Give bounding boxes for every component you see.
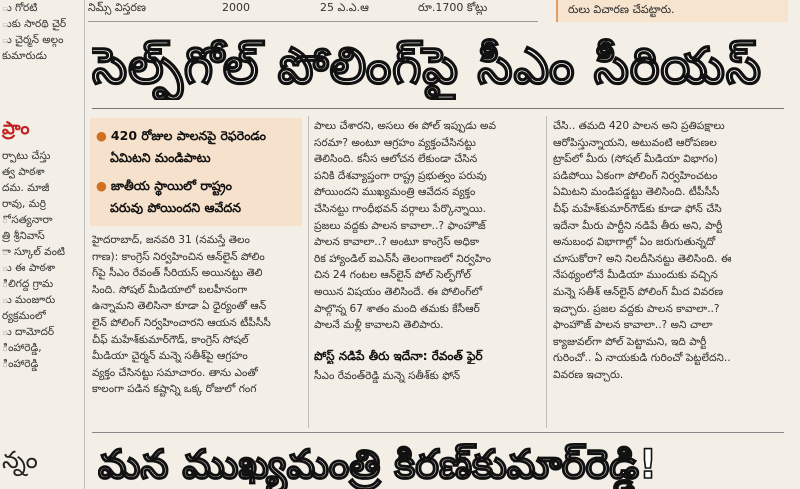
body-line: ఉన్నామని తెలిసినా కూడా ఏ ధైర్యంతో ఆన్ (92, 300, 267, 313)
body-line: అయిన విషయం తెలిసిందే. ఈ పోలింగ్‌లో (314, 285, 483, 298)
highlight-line: 420 రోజుల పాలనపై రెఫరెండం (110, 128, 266, 143)
highlight-item (96, 176, 232, 196)
bottom-divider (92, 432, 784, 433)
top-table-strip (88, 0, 538, 22)
body-line: రిక హ్యాండిల్ ఐఎన్‌సీ తెలంగాణలో నిర్వహిం (314, 252, 491, 265)
left-line: ుకు సారథి చైర్ (2, 18, 67, 30)
article-column-3 (553, 118, 785, 384)
body-line: వ్యక్తం చేసినట్టు సమాచారం. తాను ఎంతో (92, 366, 258, 379)
table-rule (88, 21, 538, 22)
left-body-line: ు ఈ పాఠశా (2, 262, 56, 274)
left-body-line: త్రి శ్రీనివాస్ (2, 230, 45, 242)
left-body-line: ు దామోదర్ (2, 326, 55, 338)
left-body-line: ా స్కూల్ వంటి (2, 246, 66, 258)
left-body-line: ు మంజూరు (2, 294, 56, 306)
body-line: పడిపోయి ఏకంగా పోలింగ్ నిర్వహించటం (553, 169, 718, 182)
body-line: ట్రాప్‌లో మీరు (సోషల్ మీడియా విభాగం) (553, 153, 718, 166)
body-line: చేసి.. తమది 420 పాలన అని ప్రతిపక్షాలు (553, 120, 725, 132)
body-line: ప్రజలు వద్దకు పాలన కావాలా..? ఫాంహౌజ్ (314, 219, 486, 232)
left-line: కుమారుడు (2, 50, 47, 62)
body-line: క్యాజువల్‌గా పోల్ పెట్టామని, ఇది పార్టీ (553, 335, 707, 348)
table-cell: రూ.1700 కోట్లు (418, 1, 488, 14)
next-article-headline: మన ముఖ్యమంత్రి కిరణ్‌కుమార్‌రెడ్డి! (98, 442, 658, 488)
body-line: చూసుకోరా? అని నిలదీసినట్టు తెలిసింది. ఈ (553, 252, 732, 265)
body-line: మన్నె సతీశ్ ఆన్‌లైన్ పోలింగ్ మీద వివరణ (553, 285, 724, 298)
body-line: తెలిసింది. కనీస ఆలోచన లేకుండా చేసిన (314, 153, 478, 166)
left-body-line: ో సత్యనారా (2, 214, 53, 226)
body-line: గ్‌పై సీఎం రేవంత్ సీరియస్ అయినట్టు తెలి (92, 267, 263, 280)
left-line: ు గోరటి (2, 2, 38, 14)
left-body-line: త్వ పాఠశా (2, 166, 45, 178)
main-headline: సెల్ఫ్‌గోల్ పోలింగ్‌పై సీఎం సీరియస్ (92, 37, 762, 95)
body-line: చీఫ్ మహేశ్‌కుమార్‌గౌడ్‌కు కూడా ఫోన్ చేసి (553, 202, 722, 215)
left-line: ు చైర్మన్ అల్గం (2, 34, 64, 46)
body-line: గాణ): కాంగ్రెస్ నిర్వహించిన ఆన్‌లైన్ పోలిం (92, 250, 265, 263)
highlights-box (90, 118, 302, 226)
column-divider (308, 116, 309, 428)
left-section-heading: ప్రాం (2, 118, 30, 139)
body-line: ఇచ్చారు. ప్రజల వద్దకు పాలన కావాలా..? (553, 302, 720, 315)
body-line: పనికి దేశవ్యాప్తంగా రాష్ట్ర ప్రభుత్వం పరువు (314, 169, 487, 182)
column-subhead: పోస్ట్ నడిపే తీరు ఇదేనా: రేవంత్ ఫైర్ (314, 348, 483, 363)
bullet-icon: ● (96, 178, 107, 193)
left-body-line: ింహారెడ్డి (2, 358, 39, 370)
body-line: అనుబంధ విభాగాల్లో ఏం జరుగుతున్నదో (553, 236, 716, 249)
left-body-line: రావు, మర్రి (2, 198, 47, 210)
left-body-line: ిలిగద్ద గ్రామ (2, 278, 54, 290)
body-line: పాలు చేశారని, అసలు ఈ పోల్ ఇప్పుడు అవ (314, 120, 497, 132)
highlight-line: జాతీయ స్థాయిలో రాష్ట్రం (110, 178, 233, 193)
left-body-line: ింహారెడ్డి, (2, 342, 42, 354)
body-line: పాలన కావాలా..? అంటూ కాంగ్రెస్ అధికా (314, 236, 480, 249)
body-line: చేసినట్టు గాంధీభవన్ వర్గాలు పేర్కొన్నాయి. (314, 202, 486, 215)
body-line: ఇదేనా మీరు పార్టీని నడిపే తీరు అని, పార్టీ (553, 219, 723, 232)
left-body-line: ర్పాటు చేస్తు (2, 150, 51, 162)
highlight-item (96, 126, 266, 146)
table-cell: 25 ఎ.ఎ.ఆ (320, 1, 369, 14)
top-right-text: రులు విచారణ చేపట్టారు. (568, 3, 675, 16)
column-divider (84, 0, 85, 489)
body-line: లైన్ పోలింగ్ నిర్వహించారని ఆయన టీపీసీసీ (92, 316, 271, 329)
body-line: సీఎం రేవంత్‌రెడ్డి మన్నె సతీశ్‌కు ఫోన్ (314, 370, 461, 383)
left-bottom-heading: న్నం (2, 446, 38, 474)
body-line: చీఫ్ మహేశ్‌కుమార్‌గౌడ్, కాంగ్రెస్ సోషల్ (92, 333, 249, 346)
table-cell: నిమ్స్ విస్తరణ (88, 1, 146, 14)
body-line: సింది. సోషల్ మీడియాలో బలహీనంగా (92, 283, 248, 296)
body-line: పాలనే మళ్లీ కావాలని తెలిపారు. (314, 319, 444, 332)
body-line: ఆరోపిస్తున్నాయని, అటువంటి ఆరోపణల (553, 136, 717, 149)
body-line: సరమా? అంటూ ఆగ్రహం వ్యక్తంచేసినట్టు (314, 136, 476, 149)
body-line: ఏమిటని మండిపడ్డట్టు తెలిసింది. టీపీసీసీ (553, 186, 720, 199)
body-line: మీడియా చైర్మన్ మన్నె సతీశ్‌పై ఆగ్రహం (92, 350, 248, 363)
body-line: హైదరాబాద్, జనవరి 31 (నమస్తే తెలం (92, 234, 250, 246)
previous-article-column (0, 0, 80, 489)
left-body-line: దమ. మాజీ (2, 182, 50, 194)
body-line: కాలంగా పడిన కష్టాన్ని ఒక్క రోజులో గంగ (92, 383, 257, 396)
highlight-line: ఏమిటని మండిపాటు (110, 150, 211, 165)
body-line: నేపథ్యంలోనే మీడియా ముందుకు వచ్చిన (553, 269, 718, 282)
table-cell: 2000 (222, 1, 250, 14)
body-line: ఫాంహౌజ్ పాలన కావాలా..? అని చాలా (553, 319, 713, 332)
column-divider (546, 116, 547, 428)
headline-divider (92, 108, 784, 109)
article-column-2 (314, 118, 534, 385)
highlight-line: పరువు పోయిందని ఆవేదన (110, 200, 242, 215)
top-right-box (556, 0, 788, 22)
bullet-icon: ● (96, 128, 107, 143)
left-body-line: ర్యక్రమంలో (2, 310, 46, 322)
body-line: పాల్గొన్న 67 శాతం మంది తమకు కేసీఆర్ (314, 302, 480, 315)
body-line: గురించో.. ఏ నాయకుడి గురించో పెట్టలేదని.. (553, 352, 731, 365)
body-line: చిన 24 గంటల ఆన్‌లైన్ పోల్ సెల్ఫ్‌గోల్ (314, 269, 471, 282)
body-line: వివరణ ఇచ్చారు. (553, 368, 624, 381)
article-column-1 (92, 232, 304, 398)
body-line: పోయిందని ముఖ్యమంత్రి ఆవేదన వ్యక్తం (314, 186, 476, 199)
